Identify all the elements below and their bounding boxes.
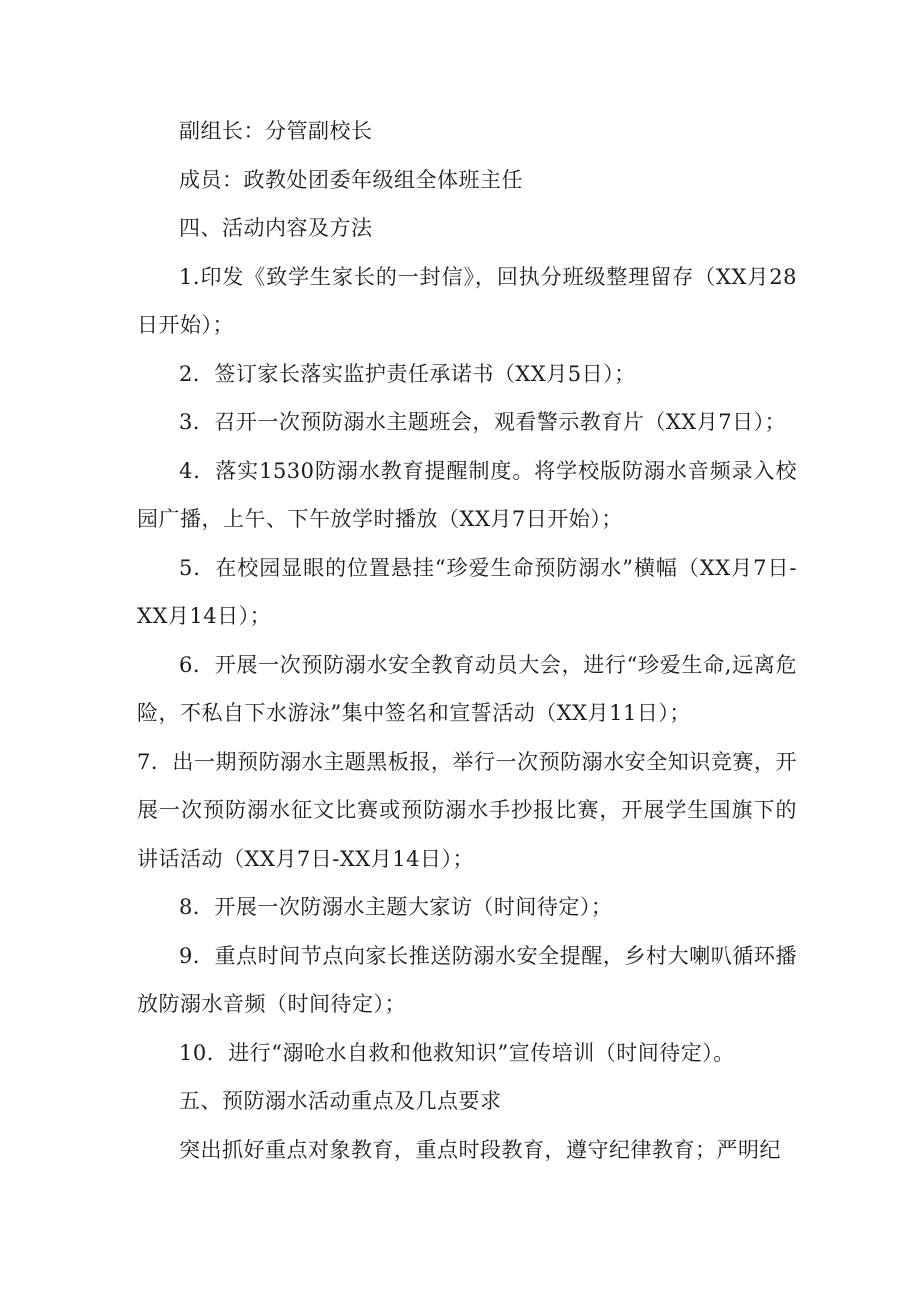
paragraph-requirements: 突出抓好重点对象教育，重点时段教育，遵守纪律教育；严明纪 <box>179 1137 781 1162</box>
list-item-2: 2．签订家长落实监护责任承诺书（XX月5日）； <box>179 361 636 386</box>
section-heading-5: 五、预防溺水活动重点及几点要求 <box>179 1089 502 1113</box>
list-item-8: 8．开展一次防溺水主题大家访（时间待定）； <box>179 895 613 919</box>
list-item-1: 1.印发《致学生家长的一封信》，回执分班级整理留存（XX月28日开始）； <box>137 264 797 337</box>
list-item-4: 4．落实1530防溺水教育提醒制度。将学校版防溺水音频录入校园广播，上午、下午放学时播放（XX月7日开始）； <box>137 458 797 531</box>
list-item-3: 3．召开一次预防溺水主题班会，观看警示教育片（XX月7日）； <box>179 410 787 434</box>
list-item-6: 6．开展一次预防溺水安全教育动员大会，进行“珍爱生命,远离危险，不私自下水游泳”集中签名和宣誓活动（XX月11日）； <box>137 652 797 725</box>
paragraph-deputy-leader: 副组长：分管副校长 <box>179 119 373 143</box>
section-heading-4: 四、活动内容及方法 <box>179 216 373 240</box>
list-item-9: 9．重点时间节点向家长推送防溺水安全提醒，乡村大喇叭循环播放防溺水音频（时间待定）； <box>137 943 797 1016</box>
paragraph-members: 成员：政教处团委年级组全体班主任 <box>179 167 523 192</box>
document-body <box>137 107 797 1174</box>
list-item-10: 10．进行“溺呛水自救和他救知识”宣传培训（时间待定）。 <box>179 1040 735 1065</box>
list-item-7: 7．出一期预防溺水主题黑板报，举行一次预防溺水安全知识竞赛，开展一次预防溺水征文比赛或预防溺水手抄报比赛，开展学生国旗下的讲话活动（XX月7日-XX月14日）； <box>137 749 797 871</box>
list-item-5: 5．在校园显眼的位置悬挂“珍爱生命预防溺水”横幅（XX月7日-XX月14日）； <box>137 555 797 628</box>
